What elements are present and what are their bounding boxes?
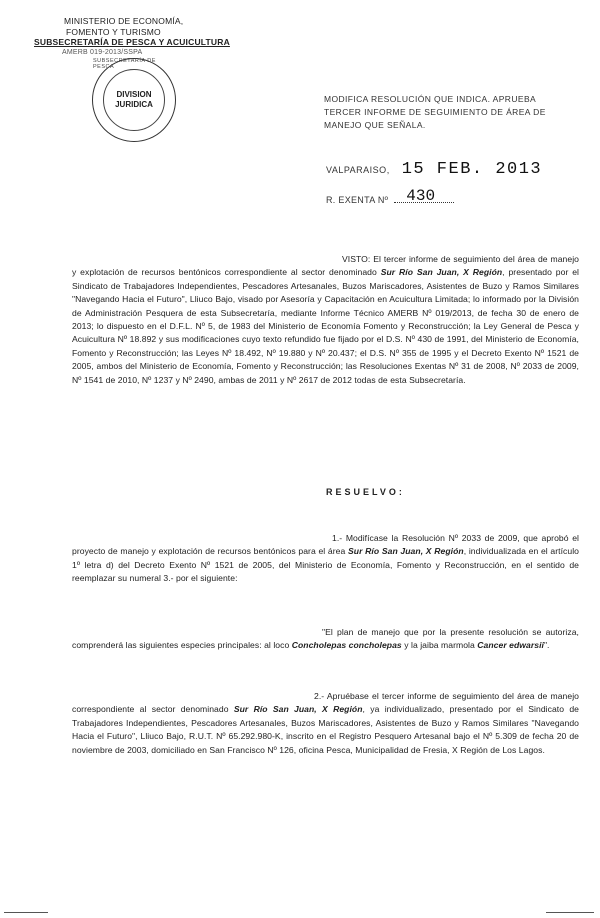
- item-1-text-2: , individualizada en el artículo 1º letra d) del Decreto Exento Nº 1521 de 2005, del Ministerio de Economía, Fomento y Reconstrucción, en el sentido de reemplazar su numeral 3.- por el siguiente:: [72, 546, 580, 584]
- date-value: 15 FEB. 2013: [401, 160, 543, 179]
- replacement-quote: [72, 626, 579, 653]
- ministry-line-1: MINISTERIO DE ECONOMÍA,: [64, 16, 184, 26]
- footer-mark-right: [546, 912, 594, 913]
- stamp-line-2: JURIDICA: [115, 100, 153, 109]
- stamp-line-1: DIVISION: [116, 90, 152, 99]
- visto-text-1: VISTO: El tercer informe de seguimiento del área de manejo y explotación de recursos bentónicos correspondiente al sector denominado: [72, 254, 579, 278]
- resolution-number-row: [326, 188, 526, 205]
- quote-text-1: "El plan de manejo que por la presente resolución se autoriza, comprenderá las siguientes especies principales: al loco: [72, 627, 579, 651]
- quote-species-1: Concholepas concholepas: [291, 640, 402, 651]
- resuelvo-heading: RESUELVO:: [326, 487, 405, 497]
- visto-sector: Sur Río San Juan, X Región: [380, 267, 503, 278]
- division-juridica-stamp: [92, 58, 176, 142]
- visto-text-2: , presentado por el Sindicato de Trabajadores Independientes, Pescadores Artesanales, Buzos Mariscadores, Asistentes de Buzo y Ramos Similares "Navegando Hacia el Futuro", Lliuco Bajo, visado por Asesoría y Capacitación en Acuicultura Limitada; lo informado por la División de Administración Pesquera de esta Subsecretaría, mediante Informe Técnico AMERB Nº 019/2013, de fecha 30 de enero de 2013; lo dispuesto en el D.F.L. Nº 5, de 1983 del Ministerio de Economía Fomento y Reconstrucción; la Ley General de Pesca y Acuicultura Nº 18.892 y sus modificaciones cuyo texto refundido fue fijado por el D.S. Nº 430 de 1991, del Ministerio de Economía, Fomento y Reconstrucción; las Leyes Nº 18.492, Nº 19.880 y Nº 20.437; el D.S. Nº 355 de 1995 y el Decreto Exento Nº 1521 de 2005, ambos del Ministerio de Economía, Fomento y Reconstrucción; las Resoluciones Exentas Nº 31 de 2008, Nº 2033 de 2009, Nº 1541 de 2010, Nº 1237 y Nº 2490, ambas de 2011 y Nº 2617 de 2012 todas de esta Subsecretaría.: [72, 267, 579, 385]
- resolution-item-1: [72, 532, 579, 586]
- resolution-number-field: [394, 188, 462, 203]
- footer-mark-left: [4, 912, 48, 913]
- stamp-ring-text: SUBSECRETARÍA DE PESCA: [93, 58, 156, 70]
- resolution-label: R. EXENTA Nº: [326, 195, 389, 205]
- resolution-item-2: [72, 690, 579, 757]
- date-row: [326, 160, 576, 179]
- date-place: VALPARAISO,: [326, 165, 390, 175]
- item-2-text-2: , ya individualizado, presentado por el Sindicato de Trabajadores Independientes, Pescadores Artesanales, Buzos Mariscadores, Asistentes de Buzo y Ramos Similares "Navegando Hacia el Futuro", Lliuco Bajo, R.U.T. Nº 65.292.980-K, inscrito en el Registro Pesquero Artesanal bajo el Nº 5.309 de fecha 20 de noviembre de 2003, domiciliado en San Francisco Nº 126, oficina Pesca, Municipalidad de Fresia, X Región de Los Lagos.: [72, 704, 579, 755]
- subsecretaria-line: SUBSECRETARÍA DE PESCA Y ACUICULTURA: [34, 37, 230, 47]
- quote-species-2: Cancer edwarsii: [477, 640, 544, 651]
- item-1-sector: Sur Río San Juan, X Región: [348, 546, 464, 557]
- subject-line-3: MANEJO QUE SEÑALA.: [324, 120, 426, 130]
- visto-paragraph: [72, 253, 579, 387]
- item-2-sector: Sur Río San Juan, X Región: [233, 704, 363, 715]
- subject-line-1: MODIFICA RESOLUCIÓN QUE INDICA. APRUEBA: [324, 94, 537, 104]
- quote-text-2: y la jaiba marmola: [401, 640, 478, 651]
- stamp-inner: [103, 69, 165, 131]
- item-2-text-1: 2.- Apruébase el tercer informe de seguimiento del área de manejo correspondiente al sector denominado: [72, 691, 579, 715]
- subject-line-2: TERCER INFORME DE SEGUIMIENTO DE ÁREA DE: [324, 107, 546, 117]
- ministry-line-2: FOMENTO Y TURISMO: [66, 26, 161, 37]
- document-code: AMERB 019-2013/SSPA: [62, 48, 143, 56]
- resolution-number: 430: [406, 187, 436, 205]
- resolution-subject: [324, 93, 574, 132]
- ministry-header: [34, 16, 232, 58]
- quote-text-3: ".: [543, 640, 550, 651]
- item-1-text-1: 1.- Modifícase la Resolución Nº 2033 de 2009, que aprobó el proyecto de manejo y explotación de recursos bentónicos para el área: [72, 533, 579, 557]
